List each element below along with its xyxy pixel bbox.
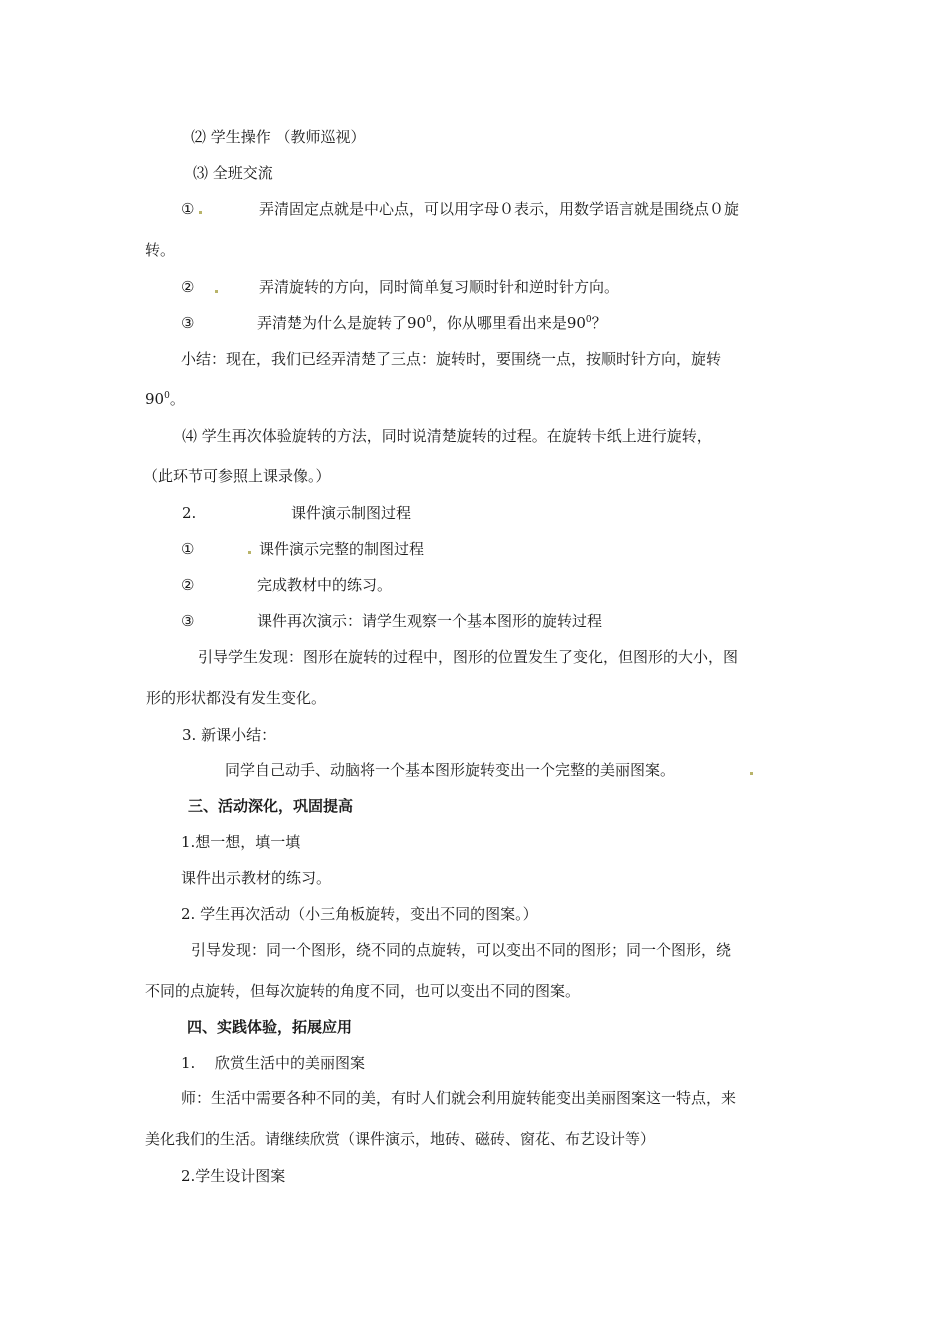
step-experience-again: ⑷ 学生再次体验旋转的方法，同时说清楚旋转的过程。在旋转卡纸上进行旋转， [182,427,712,445]
summary-text: 同学自己动手、动脑将一个基本图形旋转变出一个完整的美丽图案。 [225,761,676,779]
demo-2-marker: ② [181,576,195,594]
teacher-statement-continued: 美化我们的生活。请继续欣赏（课件演示，地砖、磁砖、窗花、布艺设计等） [145,1130,656,1148]
summary-continued: $90^0$。 [145,390,185,408]
step-student-operation: ⑵ 学生操作 （教师巡视） [191,128,366,146]
guide-find-continued: 不同的点旋转，但每次旋转的角度不同，也可以变出不同的图案。 [145,982,581,1000]
courseware-exercise: 课件出示教材的练习。 [181,869,332,887]
point-2-marker: ② [181,278,195,296]
demo-3-text: 课件再次演示：请学生观察一个基本图形的旋转过程 [257,612,603,630]
point-2-text: 弄清旋转的方向，同时简单复习顺时针和逆时针方向。 [259,278,620,296]
guide-discovery-continued: 形的形状都没有发生变化。 [146,689,327,707]
speckle-mark [750,772,753,775]
student-design: 2.学生设计图案 [181,1167,286,1185]
speckle-mark [248,551,251,554]
speckle-mark [199,211,202,214]
demo-3-marker: ③ [181,612,195,630]
heading-3: 三、活动深化，巩固提高 [188,797,354,815]
point-1-continued: 转。 [145,241,176,259]
section-3-summary: 3. 新课小结： [182,726,277,744]
point-1-text: 弄清固定点就是中心点，可以用字母０表示，用数学语言就是围绕点０旋 [259,200,740,218]
demo-1-marker: ① [181,540,195,558]
point-3-marker: ③ [181,314,195,332]
summary-line: 小结：现在，我们已经弄清楚了三点：旋转时，要围绕一点，按顺时针方向，旋转 [181,350,722,368]
student-activity-again: 2. 学生再次活动（小三角板旋转，变出不同的图案。） [181,905,538,923]
demo-2-text: 完成教材中的练习。 [257,576,393,594]
section-2-number: 2. [182,504,197,522]
speckle-mark [215,290,218,293]
appreciate-text: 欣赏生活中的美丽图案 [215,1054,366,1072]
heading-4: 四、实践体验，拓展应用 [187,1018,353,1036]
think-and-fill: 1.想一想，填一填 [181,833,301,851]
point-1-marker: ① [181,200,195,218]
section-2-title: 课件演示制图过程 [291,504,412,522]
point-3-text: 弄清楚为什么是旋转了$90^0$，你从哪里看出来是$90^0$？ [257,314,607,332]
teacher-statement: 师：生活中需要各种不同的美，有时人们就会利用旋转能变出美丽图案这一特点，来 [181,1089,737,1107]
guide-find: 引导发现：同一个图形，绕不同的点旋转，可以变出不同的图形；同一个图形，绕 [191,941,732,959]
recording-note: （此环节可参照上课录像。） [143,467,331,485]
guide-discovery: 引导学生发现：图形在旋转的过程中，图形的位置发生了变化，但图形的大小，图 [198,648,739,666]
step-class-exchange: ⑶ 全班交流 [193,164,273,182]
demo-1-text: 课件演示完整的制图过程 [259,540,425,558]
appreciate-number: 1. [181,1054,196,1072]
